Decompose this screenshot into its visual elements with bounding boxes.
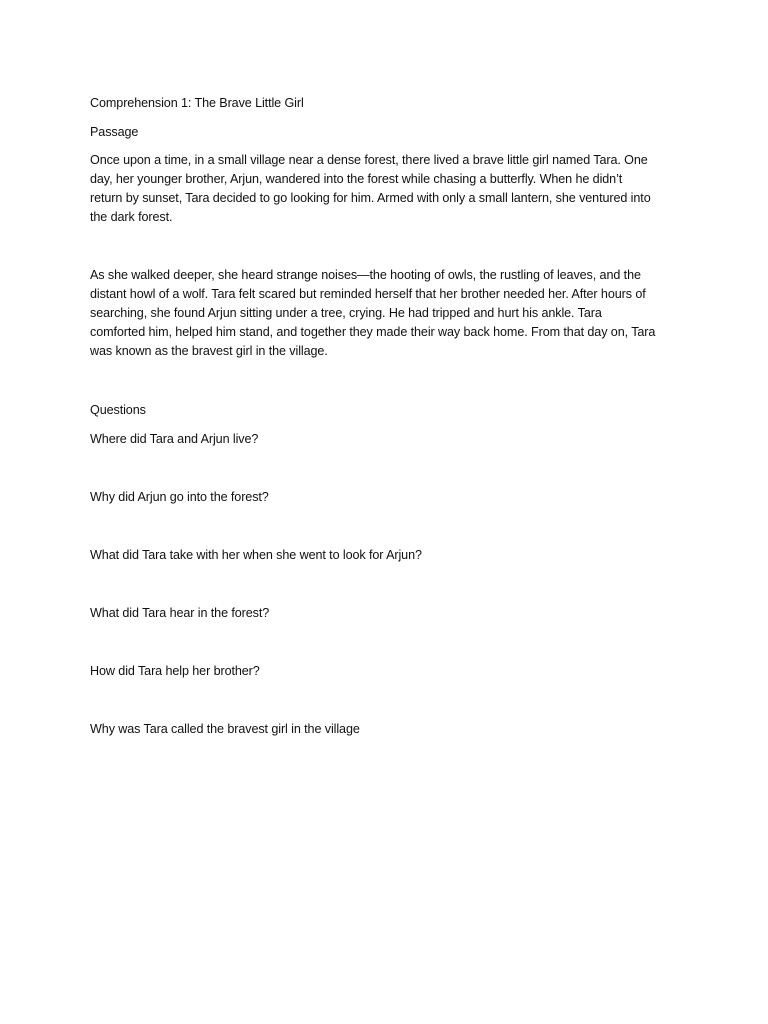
question-2: Why did Arjun go into the forest? — [90, 490, 269, 504]
paragraph-line: Once upon a time, in a small village near a dense forest, there lived a brave little girl named Tara. One — [90, 153, 648, 167]
passage-paragraph-1 — [90, 151, 682, 227]
document-body — [90, 94, 682, 739]
paragraph-line: comforted him, helped him stand, and together they made their way back home. From that day on, Tara — [90, 325, 656, 339]
paragraph-line: the dark forest. — [90, 210, 173, 224]
question-6: Why was Tara called the bravest girl in the village — [90, 722, 360, 736]
passage-heading: Passage — [90, 125, 139, 139]
paragraph-line: distant howl of a wolf. Tara felt scared but reminded herself that her brother needed her. After hours of — [90, 287, 646, 301]
paragraph-line: was known as the bravest girl in the village. — [90, 344, 328, 358]
question-3: What did Tara take with her when she went to look for Arjun? — [90, 548, 422, 562]
paragraph-line: As she walked deeper, she heard strange noises—the hooting of owls, the rustling of leaves, and the — [90, 268, 641, 282]
document-title: Comprehension 1: The Brave Little Girl — [90, 96, 304, 110]
paragraph-line: searching, she found Arjun sitting under a tree, crying. He had tripped and hurt his ankle. Tara — [90, 306, 602, 320]
questions-heading: Questions — [90, 403, 146, 417]
question-5: How did Tara help her brother? — [90, 664, 260, 678]
question-1: Where did Tara and Arjun live? — [90, 432, 259, 446]
paragraph-line: day, her younger brother, Arjun, wandered into the forest while chasing a butterfly. When he didn’t — [90, 172, 623, 186]
paragraph-line: return by sunset, Tara decided to go looking for him. Armed with only a small lantern, she ventured into — [90, 191, 651, 205]
question-4: What did Tara hear in the forest? — [90, 606, 270, 620]
passage-paragraph-2 — [90, 266, 682, 361]
